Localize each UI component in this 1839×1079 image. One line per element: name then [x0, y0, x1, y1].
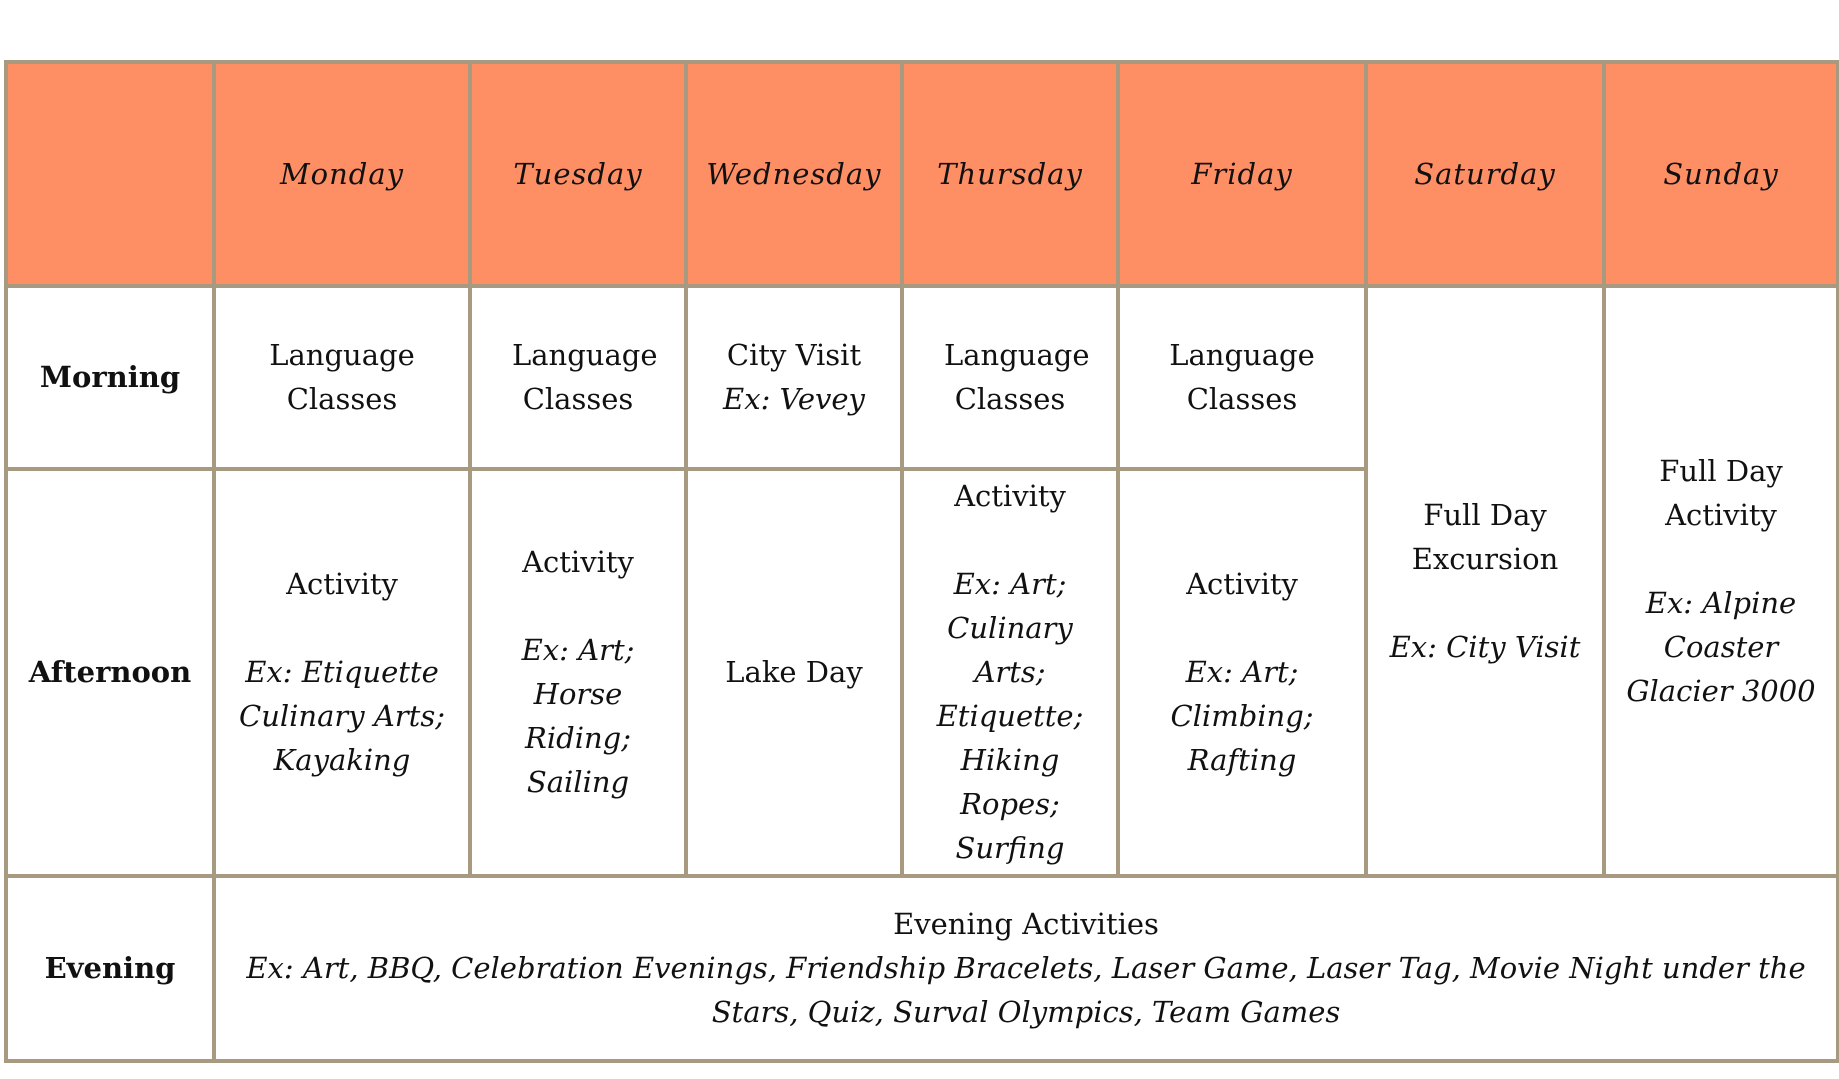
cell-thursday-afternoon — [902, 469, 1118, 876]
cell-example-line: Rafting — [1187, 743, 1297, 778]
cell-text: Language Classes — [1169, 338, 1315, 417]
cell-wednesday-afternoon: Lake Day — [686, 469, 902, 876]
cell-friday-afternoon — [1118, 469, 1366, 876]
row-label-evening: Evening — [6, 876, 214, 1061]
cell-title: Evening Activities — [893, 907, 1159, 942]
cell-title-line: Full Day — [1659, 453, 1783, 488]
cell-title: Activity — [1186, 567, 1298, 602]
day-header-tuesday: Tuesday — [470, 62, 686, 286]
cell-example-line: Ex: Alpine — [1645, 585, 1797, 620]
cell-example-line: Culinary — [947, 611, 1073, 646]
cell-example-line: Arts; — [974, 655, 1046, 690]
day-header-friday: Friday — [1118, 62, 1366, 286]
day-header-thursday: Thursday — [902, 62, 1118, 286]
cell-title-line: Full Day — [1423, 497, 1547, 532]
cell-evening-activities — [214, 876, 1838, 1061]
day-header-wednesday: Wednesday — [686, 62, 902, 286]
cell-title-line: Activity — [1665, 497, 1777, 532]
cell-title: Activity — [954, 479, 1066, 514]
cell-example-line: Sailing — [526, 765, 630, 800]
weekly-schedule — [4, 60, 1836, 1063]
cell-saturday-full-day — [1366, 286, 1604, 876]
cell-title: City Visit — [726, 338, 862, 373]
row-label-afternoon: Afternoon — [6, 469, 214, 876]
cell-text: Language Classes — [512, 338, 658, 417]
cell-example-line: Ex: Art; — [953, 567, 1067, 602]
cell-example: Ex: City Visit — [1389, 629, 1581, 664]
cell-example-line: Coaster — [1663, 629, 1779, 664]
cell-title-line: Excursion — [1411, 541, 1559, 576]
cell-example-line: Ex: Art; — [521, 633, 635, 668]
cell-text: Language Classes — [944, 338, 1090, 417]
cell-friday-morning — [1118, 286, 1366, 469]
cell-example-line: Kayaking — [273, 743, 411, 778]
schedule-table — [4, 60, 1839, 1063]
cell-title: Activity — [286, 567, 398, 602]
cell-example-line: Ex: Etiquette — [245, 655, 439, 690]
cell-example-line: Culinary Arts; — [239, 699, 445, 734]
day-header-saturday: Saturday — [1366, 62, 1604, 286]
morning-row — [6, 286, 1838, 469]
evening-row — [6, 876, 1838, 1061]
day-header-monday: Monday — [214, 62, 470, 286]
cell-monday-afternoon — [214, 469, 470, 876]
cell-tuesday-afternoon — [470, 469, 686, 876]
cell-example-line: Etiquette; — [936, 699, 1084, 734]
cell-sunday-full-day — [1604, 286, 1838, 876]
cell-title: Activity — [522, 545, 634, 580]
cell-tuesday-morning — [470, 286, 686, 469]
header-corner — [6, 62, 214, 286]
cell-monday-morning: Language Classes — [214, 286, 470, 469]
cell-example-line: Climbing; — [1170, 699, 1314, 734]
cell-example-line: Glacier 3000 — [1626, 673, 1816, 708]
cell-example-line: Surfing — [955, 831, 1065, 866]
cell-thursday-morning — [902, 286, 1118, 469]
cell-example: Ex: Vevey — [723, 382, 865, 417]
cell-example-line: Hiking Ropes; — [960, 743, 1060, 822]
cell-example-line: Horse Riding; — [525, 677, 631, 756]
day-header-sunday: Sunday — [1604, 62, 1838, 286]
row-label-morning: Morning — [6, 286, 214, 469]
cell-wednesday-morning — [686, 286, 902, 469]
header-row — [6, 62, 1838, 286]
cell-example-line: Ex: Art; — [1185, 655, 1299, 690]
cell-example: Ex: Art, BBQ, Celebration Evenings, Friendship Bracelets, Laser Game, Laser Tag, Movie Night under the Stars, Quiz, Surval Olympics, Team Games — [246, 951, 1806, 1030]
